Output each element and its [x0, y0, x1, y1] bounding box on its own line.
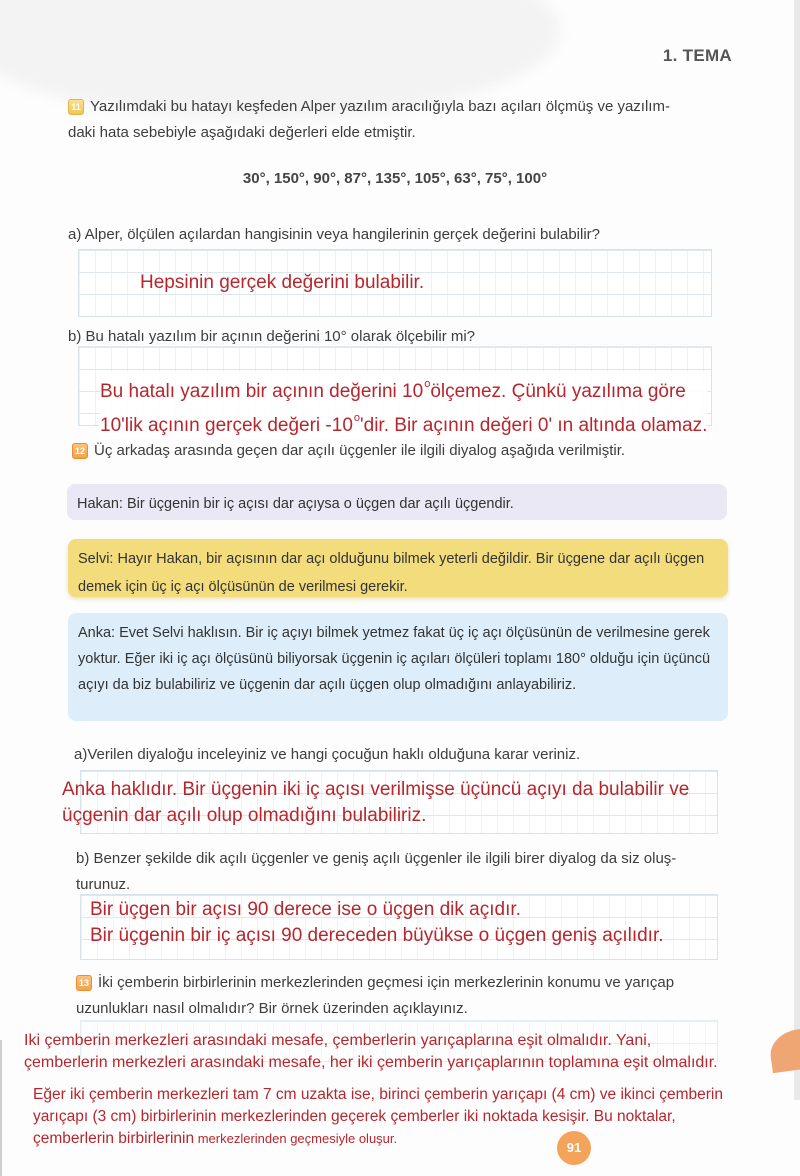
question-12b: [76, 846, 756, 898]
answer-text: ölçemez. Çünkü yazılıma göre: [430, 381, 686, 402]
answer-12a: [62, 777, 689, 829]
question-11: [68, 94, 748, 146]
question-13: [76, 970, 766, 1022]
degree-mark: o: [353, 412, 361, 424]
answer-text: çemberlerin birbirlerinin: [33, 1130, 195, 1147]
answer-11b: [100, 371, 707, 439]
answer-text: 'dir. Bir açının değeri 0' ın altında olamaz.: [360, 415, 708, 436]
answer-11a: Hepsinin gerçek değerini bulabilir.: [140, 272, 425, 293]
answer-text: 10'lik açının gerçek değeri -10: [100, 415, 353, 436]
dialog-hakan: Hakan: Bir üçgenin bir iç açısı dar açıysa o üçgen dar açılı üçgendir.: [67, 484, 727, 520]
answer-text: merkezlerinden geçmesiyle oluşur.: [194, 1131, 398, 1146]
question-11a: a) Alper, ölçülen açılardan hangisinin veya hangilerinin gerçek değerini bulabilir?: [68, 226, 601, 243]
degree-mark: o: [424, 378, 431, 390]
dialog-selvi: Selvi: Hayır Hakan, bir açısının dar açı olduğunu bilmek yeterli değildir. Bir üçgene dar açılı üçgen demek için üç iç açı ölçüsünün de verilmesi gerekir.: [68, 539, 728, 597]
theme-header: 1. TEMA: [662, 46, 732, 65]
answer-text: Eğer iki çemberin merkezleri tam 7 cm uzakta ise, birinci çemberin yarıçapı (4 cm) ve ikinci çemberin: [33, 1086, 723, 1103]
page-tab-decoration: [767, 1027, 800, 1074]
question-text: Üç arkadaş arasında geçen dar açılı üçgenler ile ilgili diyalog aşağıda verilmiştir.: [94, 442, 626, 459]
page-edge: [794, 0, 800, 1100]
question-text: İki çemberin birbirlerinin merkezlerinden geçmesi için merkezlerinin konumu ve yarıçap: [98, 974, 675, 991]
answer-text: Bir üçgenin bir iç açısı 90 dereceden büyükse o üçgen geniş açılıdır.: [90, 925, 664, 946]
question-text: Yazılımdaki bu hatayı keşfeden Alper yazılım aracılığıyla bazı açıları ölçmüş ve yazılım-: [90, 98, 670, 115]
question-text: daki hata sebebiyle aşağıdaki değerleri elde etmiştir.: [68, 124, 416, 141]
answer-text: Iki çemberin merkezleri arasındaki mesafe, çemberlerin yarıçaplarına eşit olmalıdır. Yani,: [24, 1032, 652, 1049]
question-11b: b) Bu hatalı yazılım bir açının değerini 10° olarak ölçebilir mi?: [68, 328, 476, 345]
answer-13-paragraph-2: [33, 1084, 723, 1150]
answer-text: Bu hatalı yazılım bir açının değerini 10: [100, 381, 424, 402]
page-number-badge: 91: [557, 1131, 591, 1165]
measured-angles: 30°, 150°, 90°, 87°, 135°, 105°, 63°, 75°, 100°: [242, 170, 548, 187]
question-number-badge: 11: [68, 99, 84, 115]
question-text: uzunlukları nasıl olmalıdır? Bir örnek üzerinden açıklayınız.: [76, 1000, 468, 1017]
answer-text: üçgenin dar açılı olup olmadığını bulabiliriz.: [62, 805, 427, 826]
answer-text: Anka haklıdır. Bir üçgenin iki iç açısı verilmişse üçüncü açıyı da bulabilir ve: [62, 779, 690, 800]
answer-12b: [90, 897, 664, 949]
answer-text: yarıçapı (3 cm) birbirlerinin merkezlerinden geçerek çemberler iki noktada kesişir. Bu noktalar,: [33, 1108, 676, 1125]
question-12: [72, 438, 625, 464]
question-text: b) Benzer şekilde dik açılı üçgenler ve geniş açılı üçgenler ile ilgili birer diyalog da siz oluş-: [76, 850, 677, 867]
page-edge-left: [0, 1040, 2, 1176]
answer-text: çemberlerin merkezleri arasındaki mesafe, her iki çemberin yarıçaplarının toplamına eşit olmalıdır.: [24, 1054, 718, 1071]
question-number-badge: 13: [76, 975, 92, 991]
question-12a: a)Verilen diyaloğu inceleyiniz ve hangi çocuğun haklı olduğuna karar veriniz.: [74, 746, 581, 763]
question-text: turunuz.: [76, 876, 131, 893]
answer-text: Bir üçgen bir açısı 90 derece ise o üçgen dik açıdır.: [90, 899, 521, 920]
question-number-badge: 12: [72, 443, 88, 459]
dialog-anka: Anka: Evet Selvi haklısın. Bir iç açıyı bilmek yetmez fakat üç iç açı ölçüsünün de verilmesine gerek yoktur. Eğer iki iç açı ölçüsünü biliyorsak üçgenin iç açıları ölçüleri toplamı 180° olduğu için üçüncü açıyı da biz bulabiliriz ve üçgenin dar açılı üçgen olup olmadığını anlayabiliriz.: [68, 613, 728, 721]
answer-13-paragraph-1: [24, 1030, 718, 1074]
